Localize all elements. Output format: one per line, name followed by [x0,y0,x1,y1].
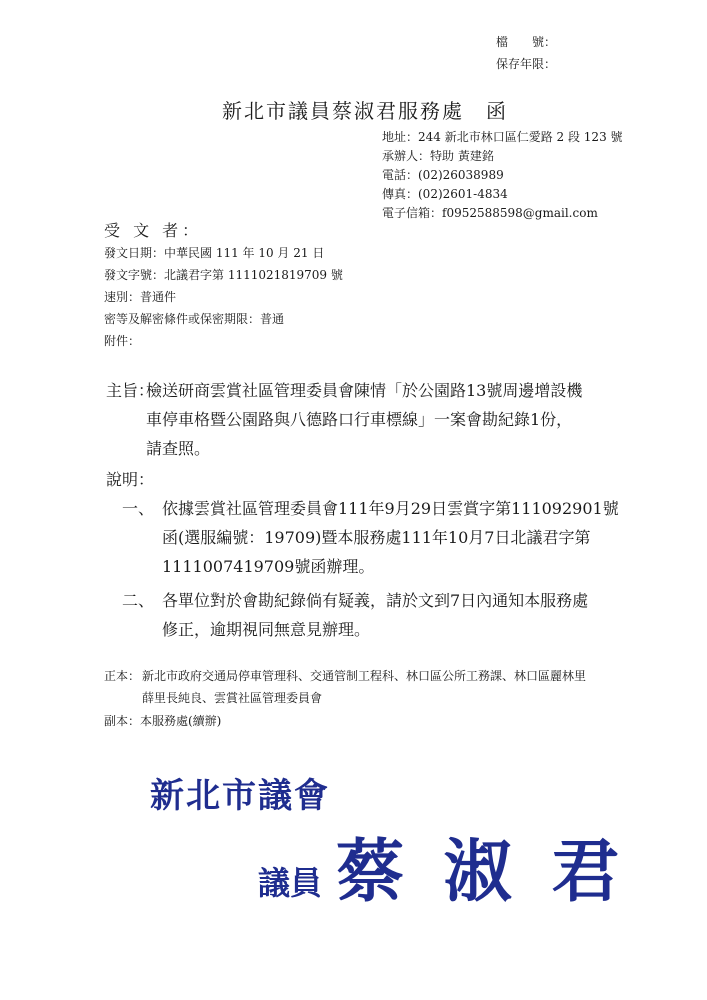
recipient-line: 新北市政府交通局停車管理科、交通管制工程科、林口區公所工務課、林口區麗林里 [142,669,587,683]
subject-line: 車停車格暨公園路與八德路口行車標線」一案會勘紀錄1份， [146,410,573,429]
explanation-line: 修正，逾期視同無意見辦理。 [162,620,371,639]
explanation-line: 函(選服編號：19709)暨本服務處111年10月7日北議君字第 [162,528,591,547]
explanation-label: 說明： [106,470,155,489]
contact-fax: 傳真：(02)2601-4834 [382,187,508,201]
subject-text [146,376,582,463]
contact-handler: 承辦人：特助 黃建銘 [382,149,494,163]
explanation-line: 各單位對於會勘紀錄倘有疑義，請於文到7日內通知本服務處 [162,591,589,610]
attachment-label: 附件： [104,334,141,348]
doc-meta [104,242,343,352]
subject-label: 主旨： [106,381,155,400]
explanation-item-text [162,586,588,644]
explanation-line: 1111007419709號函辦理。 [162,557,375,576]
secrecy-level: 密等及解密條件或保密期限：普通 [104,312,285,326]
contact-block [382,128,623,223]
duplicate-copy: 副本：本服務處(續辦) [104,714,222,728]
recipient-label: 受 文 者： [104,221,203,240]
original-copy-label: 正本： [104,669,141,683]
councilor-title-stamp: 議員 [258,864,323,902]
explanation-item-number: 一、 [122,499,155,518]
council-seal-text: 新北市議會 [150,776,330,816]
recipient-line: 薛里長純良、雲賞社區管理委員會 [142,691,323,705]
explanation-item-number: 二、 [122,591,155,610]
original-copy-recipients [142,665,586,709]
issue-date: 發文日期：中華民國 111 年 10 月 21 日 [104,246,325,260]
speed-class: 速別：普通件 [104,290,177,304]
explanation-item-text [162,494,619,581]
file-number-label: 檔 號： [496,35,557,49]
retention-period-label: 保存年限： [496,57,557,71]
contact-phone: 電話：(02)26038989 [382,168,504,182]
subject-line: 請查照。 [146,439,211,458]
contact-address: 地址：244 新北市林口區仁愛路 2 段 123 號 [382,130,623,144]
councilor-name-stamp: 蔡 淑 君 [336,832,628,912]
explanation-line: 依據雲賞社區管理委員會111年9月29日雲賞字第111092901號 [162,499,619,518]
subject-line: 檢送研商雲賞社區管理委員會陳情「於公園路13號周邊增設機 [146,381,583,400]
page-title: 新北市議員蔡淑君服務處 函 [222,99,508,123]
document-number: 發文字號：北議君字第 1111021819709 號 [104,268,343,282]
contact-email: 電子信箱：f0952588598@gmail.com [382,206,598,220]
